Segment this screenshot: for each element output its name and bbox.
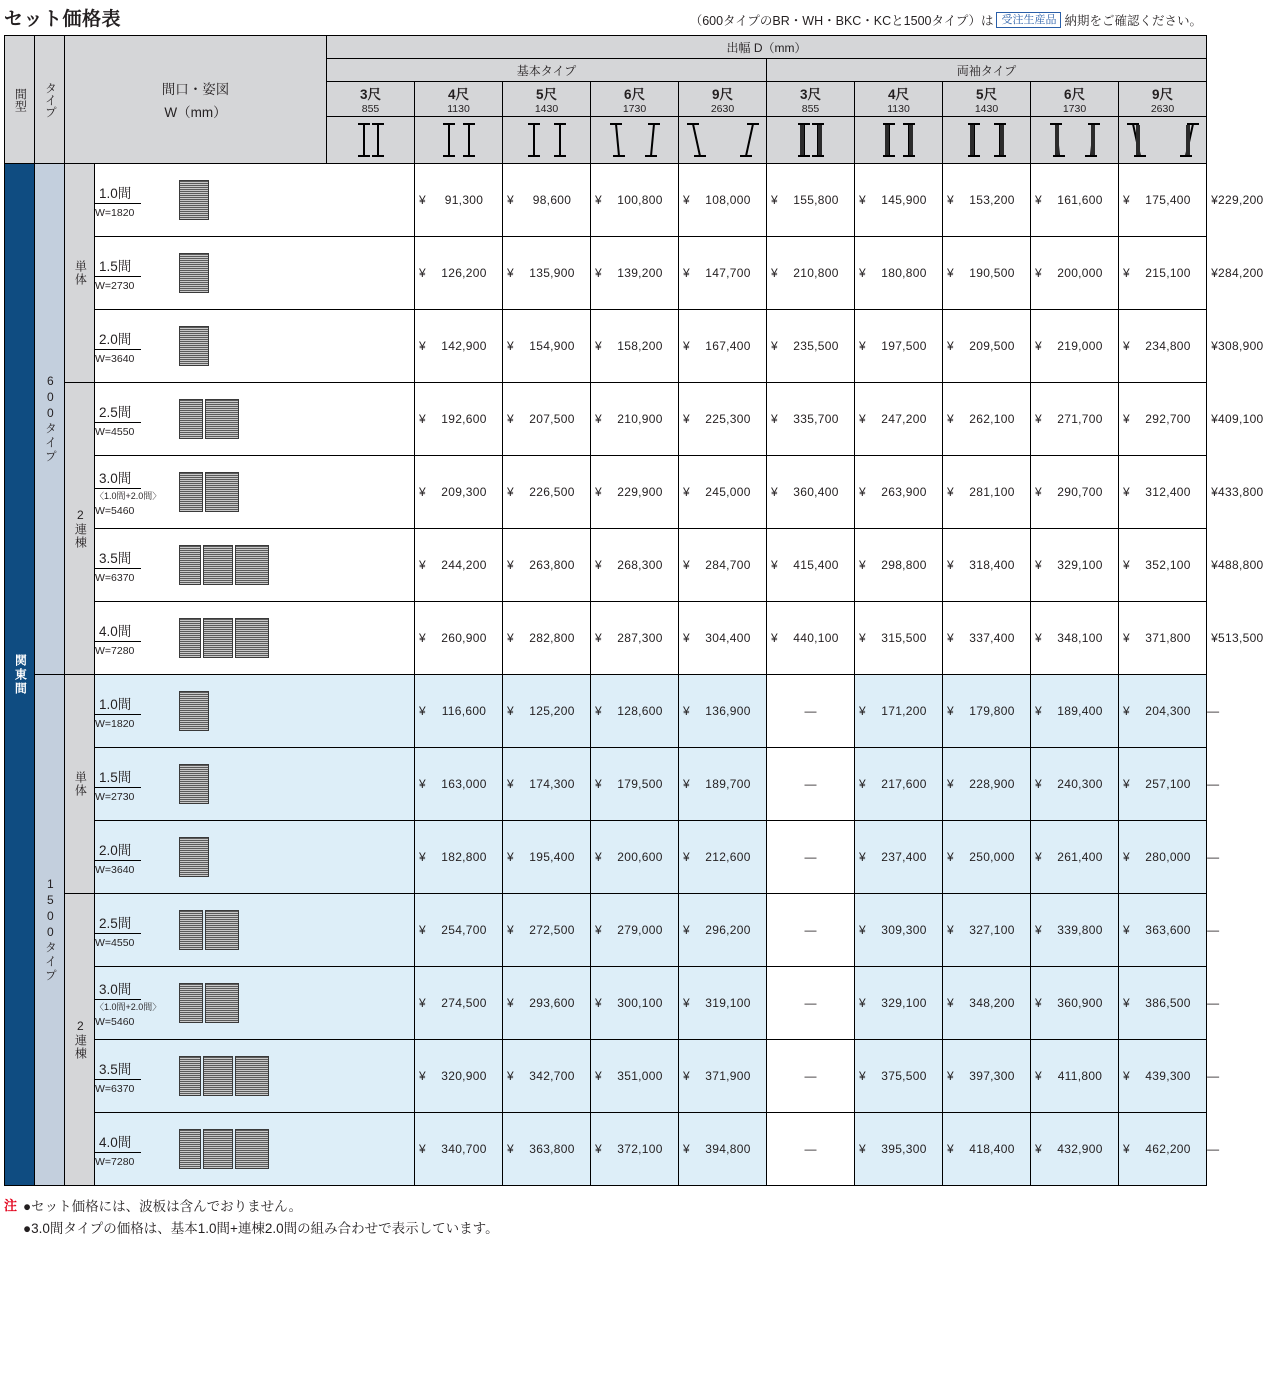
price-value: ¥ 261,400 [1031,821,1119,894]
table-row: 1.5間 W=2730 ¥ 126,200 ¥ 135,900 ¥ 139,200 ¥ 147,700 ¥ 210,800 ¥ 180,800 ¥ 190,500 ¥ 200,000 ¥ 215,100 ¥ 284,200 [5,237,1207,310]
price-value: ¥ 209,300 [415,456,503,529]
span-label: 1.0間 [95,182,141,204]
price-value: ¥ 371,800 [1119,602,1207,675]
price-value: ¥ 174,300 [503,748,591,821]
price-value: ¥ 257,100 [1119,748,1207,821]
price-value: ¥ 182,800 [415,821,503,894]
price-value: ¥ 155,800 [767,164,855,237]
price-value: ¥ 287,300 [591,602,679,675]
shutter-figure [179,983,414,1023]
price-value: ¥ 462,200 [1119,1113,1207,1186]
span-width: W=6370 [95,571,135,584]
head-d-icon-7 [943,117,1031,164]
head-d-col-8: 6尺 1730 [1031,82,1119,117]
shelter-profile-icon [1119,117,1206,163]
price-value: ¥ 209,500 [943,310,1031,383]
price-value: ¥ 395,300 [855,1113,943,1186]
price-value: ¥ 234,800 [1119,310,1207,383]
price-value: ¥ 240,300 [1031,748,1119,821]
price-value: ¥ 167,400 [679,310,767,383]
price-value: ¥ 190,500 [943,237,1031,310]
span-figure-cell [95,164,415,237]
unit-label-1-1: 単体 [65,164,95,383]
shutter-figure [179,691,414,731]
span-width: W=4550 [95,936,135,949]
span-width: W=7280 [95,644,135,657]
price-value: ¥ 262,100 [943,383,1031,456]
footnote-line-2: ●3.0間タイプの価格は、基本1.0間+連棟2.0間の組み合わせで表示しています。 [23,1220,499,1236]
price-value: ¥ 219,000 [1031,310,1119,383]
unit-label-2-1: 単体 [65,675,95,894]
span-label: 2.0間 [95,839,141,861]
head-d-icon-5 [767,117,855,164]
price-value: ¥ 397,300 [943,1040,1031,1113]
price-value: ¥ 171,200 [855,675,943,748]
span-label-block [95,839,173,876]
price-value: ¥ 212,600 [679,821,767,894]
price-value: ¥ 147,700 [679,237,767,310]
price-value: ¥ 125,200 [503,675,591,748]
price-value: ¥ 139,200 [591,237,679,310]
shelter-profile-icon [767,117,854,163]
price-value: ¥ 329,100 [855,967,943,1040]
price-unavailable: — [767,748,855,821]
price-value: ¥ 318,400 [943,529,1031,602]
price-value: ¥ 189,400 [1031,675,1119,748]
price-value: ¥ 320,900 [415,1040,503,1113]
price-value: ¥ 351,000 [591,1040,679,1113]
price-value: ¥ 158,200 [591,310,679,383]
header-note [690,11,1202,31]
head-row-group [5,36,1207,59]
price-value: ¥ 153,200 [943,164,1031,237]
span-figure-cell [95,894,415,967]
price-value: ¥ 217,600 [855,748,943,821]
span-label: 1.0間 [95,693,141,715]
shelter-profile-icon [503,117,590,163]
price-value: ¥ 372,100 [591,1113,679,1186]
table-row: 1.5間 W=2730 ¥ 163,000 ¥ 174,300 ¥ 179,500 ¥ 189,700 — ¥ 217,600 ¥ 228,900 ¥ 240,300 ¥ 257,100 — [5,748,1207,821]
price-value: ¥ 226,500 [503,456,591,529]
span-label: 3.5間 [95,1058,141,1080]
header-note-suffix: 納期をご確認ください。 [1064,14,1202,28]
price-value: ¥ 100,800 [591,164,679,237]
price-value: ¥ 337,400 [943,602,1031,675]
price-value: ¥ 411,800 [1031,1040,1119,1113]
span-label-block [95,1058,173,1095]
table-body [5,164,1264,1186]
price-value: ¥ 254,700 [415,894,503,967]
price-unavailable: — [767,675,855,748]
price-value: ¥ 327,100 [943,894,1031,967]
shutter-figure [179,399,414,439]
span-figure-cell [95,1040,415,1113]
table-row: 2.0間 W=3640 ¥ 142,900 ¥ 154,900 ¥ 158,200 ¥ 167,400 ¥ 235,500 ¥ 197,500 ¥ 209,500 ¥ 219,000 ¥ 234,800 ¥ 308,900 [5,310,1207,383]
table-row: 関東間 600タイプ 単体 1.0間 W=1820 ¥ 91,300 ¥ 98,600 ¥ 100,800 ¥ 108,000 ¥ 155,800 ¥ 145,900 ¥ 153,200 ¥ 161,600 ¥ 175,400 ¥ 229,200 [5,164,1207,237]
table-row: 3.0間 〈1.0間+2.0間〉 W=5460 ¥ 209,300 ¥ 226,500 ¥ 229,900 ¥ 245,000 ¥ 360,400 ¥ 263,900 ¥ 281,100 ¥ 290,700 ¥ 312,400 ¥ 433,800 [5,456,1207,529]
shelter-profile-icon [943,117,1030,163]
shutter-figure [179,180,414,220]
price-value: ¥ 360,900 [1031,967,1119,1040]
price-value: ¥ 386,500 [1119,967,1207,1040]
span-width: W=3640 [95,352,135,365]
span-label-block [95,182,173,219]
price-value: ¥ 244,200 [415,529,503,602]
price-value: ¥ 200,600 [591,821,679,894]
table-row: 2.0間 W=3640 ¥ 182,800 ¥ 195,400 ¥ 200,600 ¥ 212,600 — ¥ 237,400 ¥ 250,000 ¥ 261,400 ¥ 280,000 — [5,821,1207,894]
made-to-order-badge: 受注生産品 [996,12,1061,28]
table-row: 1500タイプ 単体 1.0間 W=1820 ¥ 116,600 ¥ 125,200 ¥ 128,600 ¥ 136,900 — ¥ 171,200 ¥ 179,800 ¥ 189,400 ¥ 204,300 — [5,675,1207,748]
footnotes [4,1196,1204,1239]
price-value: ¥ 175,400 [1119,164,1207,237]
shelter-profile-icon [415,117,502,163]
span-width: W=7280 [95,1155,135,1168]
price-value: ¥ 180,800 [855,237,943,310]
price-value: ¥ 235,500 [767,310,855,383]
page-title: セット価格表 [4,9,122,30]
span-width: W=6370 [95,1082,135,1095]
price-value: ¥ 290,700 [1031,456,1119,529]
footnote-line-1: ●セット価格には、波板は含んでおりません。 [23,1199,302,1214]
span-label-block [95,766,173,803]
span-figure-cell [95,1113,415,1186]
span-width: W=1820 [95,206,135,219]
head-katagata: 間型 [5,36,35,164]
head-d-col-5: 3尺 855 [767,82,855,117]
price-value: ¥ 300,100 [591,967,679,1040]
price-value: ¥ 293,600 [503,967,591,1040]
price-value: ¥ 250,000 [943,821,1031,894]
price-value: ¥ 363,800 [503,1113,591,1186]
price-value: ¥ 339,800 [1031,894,1119,967]
head-d-col-2: 5尺 1430 [503,82,591,117]
side-label-kantouma: 関東間 [5,164,35,1186]
span-label-block [95,1131,173,1168]
shutter-figure [179,1129,414,1169]
span-figure-cell [95,821,415,894]
shutter-figure [179,618,414,658]
price-value: ¥ 348,200 [943,967,1031,1040]
price-value: ¥ 215,100 [1119,237,1207,310]
price-value: ¥ 154,900 [503,310,591,383]
price-value: ¥ 91,300 [415,164,503,237]
span-figure-cell [95,456,415,529]
price-value: ¥ 360,400 [767,456,855,529]
price-value: ¥ 210,800 [767,237,855,310]
span-label: 1.5間 [95,255,141,277]
head-type: タイプ [35,36,65,164]
head-d-icon-0 [327,117,415,164]
price-value: ¥ 284,700 [679,529,767,602]
price-value: ¥ 98,600 [503,164,591,237]
span-figure-cell [95,310,415,383]
head-d-col-1: 4尺 1130 [415,82,503,117]
unit-label-2-2: 2連棟 [65,894,95,1186]
head-d-col-9: 9尺 2630 [1119,82,1207,117]
price-value: ¥ 126,200 [415,237,503,310]
shutter-figure [179,472,414,512]
header-note-prefix: （600タイプのBR・WH・BKC・KCと1500タイプ）は [689,14,994,28]
price-value: ¥ 315,500 [855,602,943,675]
price-value: ¥ 135,900 [503,237,591,310]
span-figure-cell [95,967,415,1040]
span-figure-cell [95,675,415,748]
span-label-block [95,693,173,730]
price-value: ¥ 432,900 [1031,1113,1119,1186]
price-value: ¥ 192,600 [415,383,503,456]
price-value: ¥ 195,400 [503,821,591,894]
head-d-icon-9 [1119,117,1207,164]
head-d-icon-8 [1031,117,1119,164]
price-value: ¥ 304,400 [679,602,767,675]
span-label-block [95,328,173,365]
shutter-figure [179,837,414,877]
page-header [0,0,1208,35]
span-sub: 〈1.0間+2.0間〉 [95,1002,162,1012]
head-d-col-6: 4尺 1130 [855,82,943,117]
table-row: 4.0間 W=7280 ¥ 260,900 ¥ 282,800 ¥ 287,300 ¥ 304,400 ¥ 440,100 ¥ 315,500 ¥ 337,400 ¥ 348,100 ¥ 371,800 ¥ 513,500 [5,602,1207,675]
price-value: ¥ 197,500 [855,310,943,383]
price-value: ¥ 292,700 [1119,383,1207,456]
span-label: 3.5間 [95,547,141,569]
price-value: ¥ 342,700 [503,1040,591,1113]
head-d-col-3: 6尺 1730 [591,82,679,117]
price-value: ¥ 363,600 [1119,894,1207,967]
price-value: ¥ 207,500 [503,383,591,456]
price-value: ¥ 394,800 [679,1113,767,1186]
unit-label-1-2: 2連棟 [65,383,95,675]
span-label: 2.5間 [95,912,141,934]
price-value: ¥ 352,100 [1119,529,1207,602]
span-label-block [95,401,173,438]
price-value: ¥ 116,600 [415,675,503,748]
span-label-block [95,467,173,517]
price-value: ¥ 163,000 [415,748,503,821]
price-value: ¥ 189,700 [679,748,767,821]
shutter-figure [179,910,414,950]
price-value: ¥ 108,000 [679,164,767,237]
shutter-figure [179,253,414,293]
price-value: ¥ 210,900 [591,383,679,456]
span-width: W=5460 [95,1016,135,1028]
price-value: ¥ 418,400 [943,1113,1031,1186]
span-label: 3.0間 [95,978,141,1000]
price-value: ¥ 247,200 [855,383,943,456]
head-d-icon-1 [415,117,503,164]
price-value: ¥ 225,300 [679,383,767,456]
head-group-basic: 基本タイプ [327,59,767,82]
table-row: 2連棟 2.5間 W=4550 ¥ 192,600 ¥ 207,500 ¥ 210,900 ¥ 225,300 ¥ 335,700 ¥ 247,200 ¥ 262,100 ¥ 271,700 ¥ 292,700 ¥ 409,100 [5,383,1207,456]
shelter-profile-icon [591,117,678,163]
span-width: W=4550 [95,425,135,438]
table-row: 3.5間 W=6370 ¥ 244,200 ¥ 263,800 ¥ 268,300 ¥ 284,700 ¥ 415,400 ¥ 298,800 ¥ 318,400 ¥ 329,100 ¥ 352,100 ¥ 488,800 [5,529,1207,602]
price-value: ¥ 309,300 [855,894,943,967]
span-label: 4.0間 [95,620,141,642]
head-d-col-7: 5尺 1430 [943,82,1031,117]
price-value: ¥ 312,400 [1119,456,1207,529]
price-value: ¥ 271,700 [1031,383,1119,456]
span-label-block [95,912,173,949]
price-value: ¥ 245,000 [679,456,767,529]
table-head [5,36,1207,164]
span-width: W=2730 [95,279,135,292]
price-value: ¥ 145,900 [855,164,943,237]
price-value: ¥ 298,800 [855,529,943,602]
head-d-icon-3 [591,117,679,164]
span-figure-cell [95,237,415,310]
price-unavailable: — [767,821,855,894]
price-unavailable: — [767,894,855,967]
head-d-col-0: 3尺 855 [327,82,415,117]
span-label-block [95,620,173,657]
span-figure-cell [95,748,415,821]
span-label-block [95,547,173,584]
type-label-1: 600タイプ [35,164,65,675]
shutter-figure [179,1056,414,1096]
price-value: ¥ 415,400 [767,529,855,602]
shelter-profile-icon [327,117,414,163]
price-value: ¥ 179,500 [591,748,679,821]
shutter-figure [179,545,414,585]
price-value: ¥ 128,600 [591,675,679,748]
price-value: ¥ 280,000 [1119,821,1207,894]
span-label: 4.0間 [95,1131,141,1153]
price-value: ¥ 136,900 [679,675,767,748]
price-value: ¥ 161,600 [1031,164,1119,237]
table-row: 3.0間 〈1.0間+2.0間〉 W=5460 ¥ 274,500 ¥ 293,600 ¥ 300,100 ¥ 319,100 — ¥ 329,100 ¥ 348,200 ¥ 360,900 ¥ 386,500 — [5,967,1207,1040]
shutter-figure [179,326,414,366]
span-width: W=2730 [95,790,135,803]
price-value: ¥ 281,100 [943,456,1031,529]
price-value: ¥ 179,800 [943,675,1031,748]
span-label: 2.5間 [95,401,141,423]
price-value: ¥ 319,100 [679,967,767,1040]
span-label-block [95,978,173,1028]
price-value: ¥ 228,900 [943,748,1031,821]
price-value: ¥ 263,900 [855,456,943,529]
shelter-profile-icon [679,117,766,163]
price-value: ¥ 268,300 [591,529,679,602]
table-row: 4.0間 W=7280 ¥ 340,700 ¥ 363,800 ¥ 372,100 ¥ 394,800 — ¥ 395,300 ¥ 418,400 ¥ 432,900 ¥ 462,200 — [5,1113,1207,1186]
span-label: 2.0間 [95,328,141,350]
price-value: ¥ 272,500 [503,894,591,967]
price-unavailable: — [767,1113,855,1186]
price-value: ¥ 274,500 [415,967,503,1040]
span-width: W=3640 [95,863,135,876]
price-unavailable: — [767,1040,855,1113]
price-value: ¥ 329,100 [1031,529,1119,602]
price-table [4,35,1264,1186]
head-d-icon-2 [503,117,591,164]
price-value: ¥ 340,700 [415,1113,503,1186]
span-label-block [95,255,173,292]
span-figure-cell [95,529,415,602]
price-value: ¥ 348,100 [1031,602,1119,675]
price-value: ¥ 200,000 [1031,237,1119,310]
price-value: ¥ 229,900 [591,456,679,529]
head-group-both: 両袖タイプ [767,59,1207,82]
span-figure-cell [95,602,415,675]
price-value: ¥ 263,800 [503,529,591,602]
shutter-figure [179,764,414,804]
span-figure-cell [95,383,415,456]
head-d-col-4: 9尺 2630 [679,82,767,117]
shelter-profile-icon [855,117,942,163]
price-value: ¥ 335,700 [767,383,855,456]
price-value: ¥ 237,400 [855,821,943,894]
price-value: ¥ 142,900 [415,310,503,383]
table-row: 3.5間 W=6370 ¥ 320,900 ¥ 342,700 ¥ 351,000 ¥ 371,900 — ¥ 375,500 ¥ 397,300 ¥ 411,800 ¥ 439,300 — [5,1040,1207,1113]
shelter-profile-icon [1031,117,1118,163]
span-label: 3.0間 [95,467,141,489]
span-width: W=5460 [95,505,135,517]
price-value: ¥ 260,900 [415,602,503,675]
span-width: W=1820 [95,717,135,730]
footnote-mark: 注 [4,1198,18,1213]
head-width: 間口・姿図 W（mm） [65,36,327,164]
price-value: ¥ 371,900 [679,1040,767,1113]
head-d-icon-6 [855,117,943,164]
price-value: ¥ 440,100 [767,602,855,675]
price-value: ¥ 282,800 [503,602,591,675]
head-d-title: 出幅 D（mm） [327,36,1207,59]
price-unavailable: — [767,967,855,1040]
price-value: ¥ 279,000 [591,894,679,967]
price-value: ¥ 439,300 [1119,1040,1207,1113]
price-value: ¥ 375,500 [855,1040,943,1113]
type-label-2: 1500タイプ [35,675,65,1186]
table-row: 2連棟 2.5間 W=4550 ¥ 254,700 ¥ 272,500 ¥ 279,000 ¥ 296,200 — ¥ 309,300 ¥ 327,100 ¥ 339,800 ¥ 363,600 — [5,894,1207,967]
span-label: 1.5間 [95,766,141,788]
price-value: ¥ 204,300 [1119,675,1207,748]
span-sub: 〈1.0間+2.0間〉 [95,491,162,501]
price-value: ¥ 296,200 [679,894,767,967]
head-d-icon-4 [679,117,767,164]
